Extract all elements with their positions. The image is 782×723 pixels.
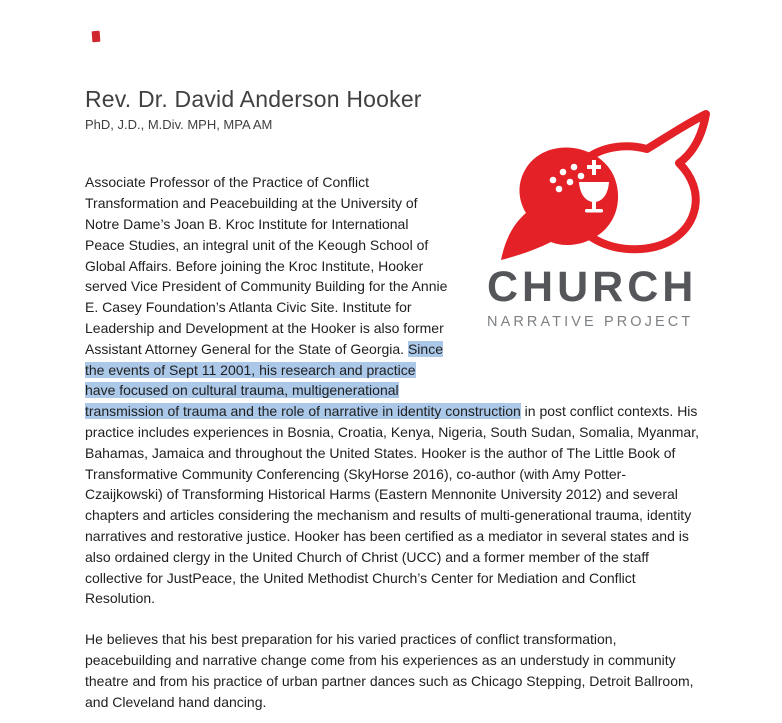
- bio-paragraph-2: He believes that his best preparation for his varied practices of conflict transformation, peacebuilding and narrative change come from his experiences as an understudy in community theatre and from his practice of urban partner dances such as Chicago Stepping, Detroit Ballroom, and Cleveland hand dancing.: [85, 631, 694, 710]
- logo-narrative-project-text: NARRATIVE PROJECT: [487, 314, 694, 330]
- red-annotation-mark: [92, 31, 101, 43]
- church-narrative-project-logo: [487, 110, 721, 330]
- bio-text-after-highlight: in post conflict contexts. His practice includes experiences in Bosnia, Croatia, Kenya, Nigeria, South Sudan, Somalia, Myanmar, Bahamas, Jamaica and throughout the United States. Hooker is the author of The Little Book of Transformative Community Conferencing (SkyHorse 2016), co-author (with Amy Potter-Czaijkowski) of Transforming Historical Harms (Eastern Mennonite University 2012) and several chapters and articles considering the mechanism and results of multi-generational trauma, identity narratives and restorative justice. Hooker has been certified as a mediator in several states and is also ordained clergy in the United Church of Christ (UCC) and a former member of the staff collective for JustPeace, the United Methodist Church’s Center for Mediation and Conflict Resolution.: [85, 403, 699, 607]
- bio-text-before-highlight: Associate Professor of the Practice of Conflict Transformation and Peacebuilding at the University of Notre Dame’s Joan B. Kroc Institute for International Peace Studies, an integral unit of the Keough School of Global Affairs. Before joining the Kroc Institute, Hooker served Vice President of Community Building for the Annie E. Casey Foundation’s Atlanta Civic Site. Institute for Leadership and Development at the Hooker is also former Assistant Attorney General for the State of Georgia.: [85, 174, 448, 357]
- speech-bubbles-chalice-icon: [493, 110, 715, 262]
- highlighted-text: Since the events of Sept 11 2001, his research and practice have focused on cultural trauma, multigenerational transmission of trauma and the role of narrative in identity construction: [85, 340, 521, 420]
- page-title: Rev. Dr. David Anderson Hooker: [85, 86, 422, 112]
- credentials-line: PhD, J.D., M.Div. MPH, MPA AM: [85, 117, 273, 133]
- logo-church-text: CHURCH: [487, 263, 698, 311]
